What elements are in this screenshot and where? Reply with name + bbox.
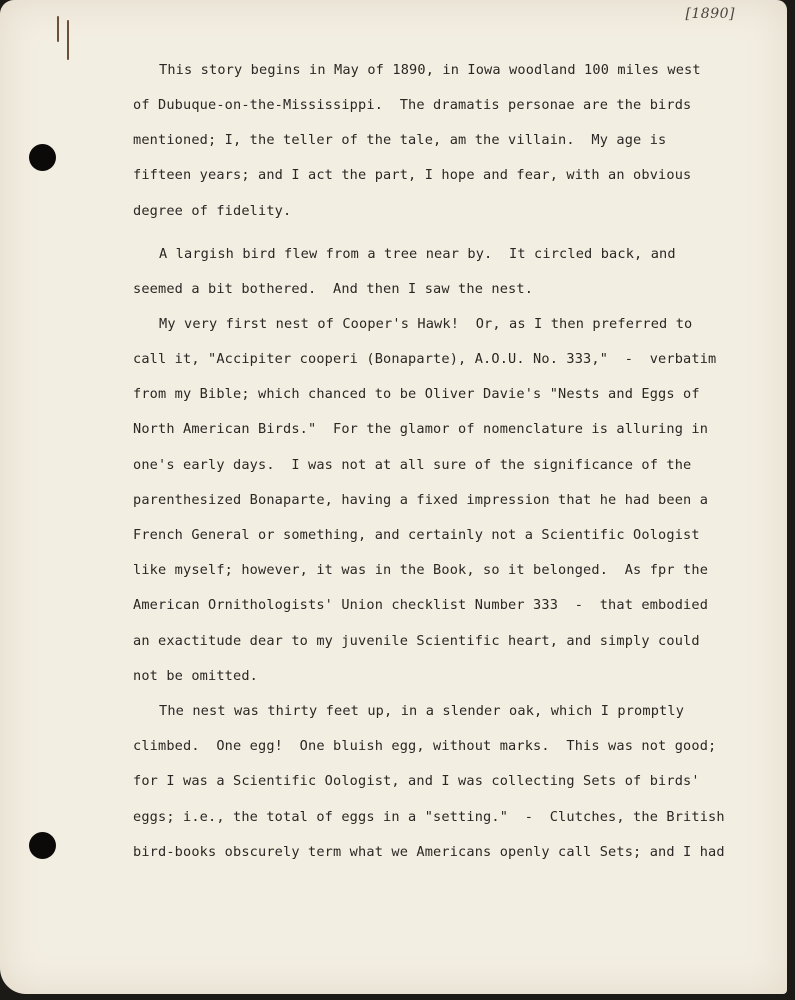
text-line: French General or something, and certainly not a Scientific Oologist bbox=[133, 527, 700, 543]
text-line: an exactitude dear to my juvenile Scientific heart, and simply could bbox=[133, 633, 700, 649]
text-line: fifteen years; and I act the part, I hope and fear, with an obvious bbox=[133, 167, 692, 183]
text-line: The nest was thirty feet up, in a slender oak, which I promptly bbox=[159, 703, 685, 719]
text-line: bird-books obscurely term what we Americans openly call Sets; and I had bbox=[133, 844, 725, 860]
text-line: degree of fidelity. bbox=[133, 203, 292, 219]
text-line: from my Bible; which chanced to be Oliver Davie's "Nests and Eggs of bbox=[133, 386, 700, 402]
margin-pen-mark bbox=[67, 20, 69, 60]
text-line: American Ornithologists' Union checklist Number 333 - that embodied bbox=[133, 597, 709, 613]
binder-hole-top bbox=[29, 144, 56, 171]
text-line: not be omitted. bbox=[133, 668, 259, 684]
text-line: This story begins in May of 1890, in Iowa woodland 100 miles west bbox=[159, 62, 701, 78]
text-line: A largish bird flew from a tree near by. It circled back, and bbox=[159, 246, 676, 262]
text-line: North American Birds." For the glamor of nomenclature is alluring in bbox=[133, 421, 709, 437]
archive-date-annotation: [1890] bbox=[685, 6, 735, 22]
text-line: seemed a bit bothered. And then I saw the nest. bbox=[133, 281, 534, 297]
text-line: like myself; however, it was in the Book, so it belonged. As fpr the bbox=[133, 562, 709, 578]
text-line: for I was a Scientific Oologist, and I was collecting Sets of birds' bbox=[133, 773, 700, 789]
text-line: call it, "Accipiter cooperi (Bonaparte), A.O.U. No. 333," - verbatim bbox=[133, 351, 717, 367]
text-line: mentioned; I, the teller of the tale, am the villain. My age is bbox=[133, 132, 667, 148]
text-line: one's early days. I was not at all sure of the significance of the bbox=[133, 457, 692, 473]
text-line: My very first nest of Cooper's Hawk! Or, as I then preferred to bbox=[159, 316, 693, 332]
text-line: of Dubuque-on-the-Mississippi. The dramatis personae are the birds bbox=[133, 97, 692, 113]
text-line: climbed. One egg! One bluish egg, without marks. This was not good; bbox=[133, 738, 717, 754]
margin-pen-mark bbox=[57, 16, 59, 42]
text-line: eggs; i.e., the total of eggs in a "setting." - Clutches, the British bbox=[133, 809, 725, 825]
text-line: parenthesized Bonaparte, having a fixed impression that he had been a bbox=[133, 492, 709, 508]
binder-hole-bottom bbox=[29, 832, 56, 859]
